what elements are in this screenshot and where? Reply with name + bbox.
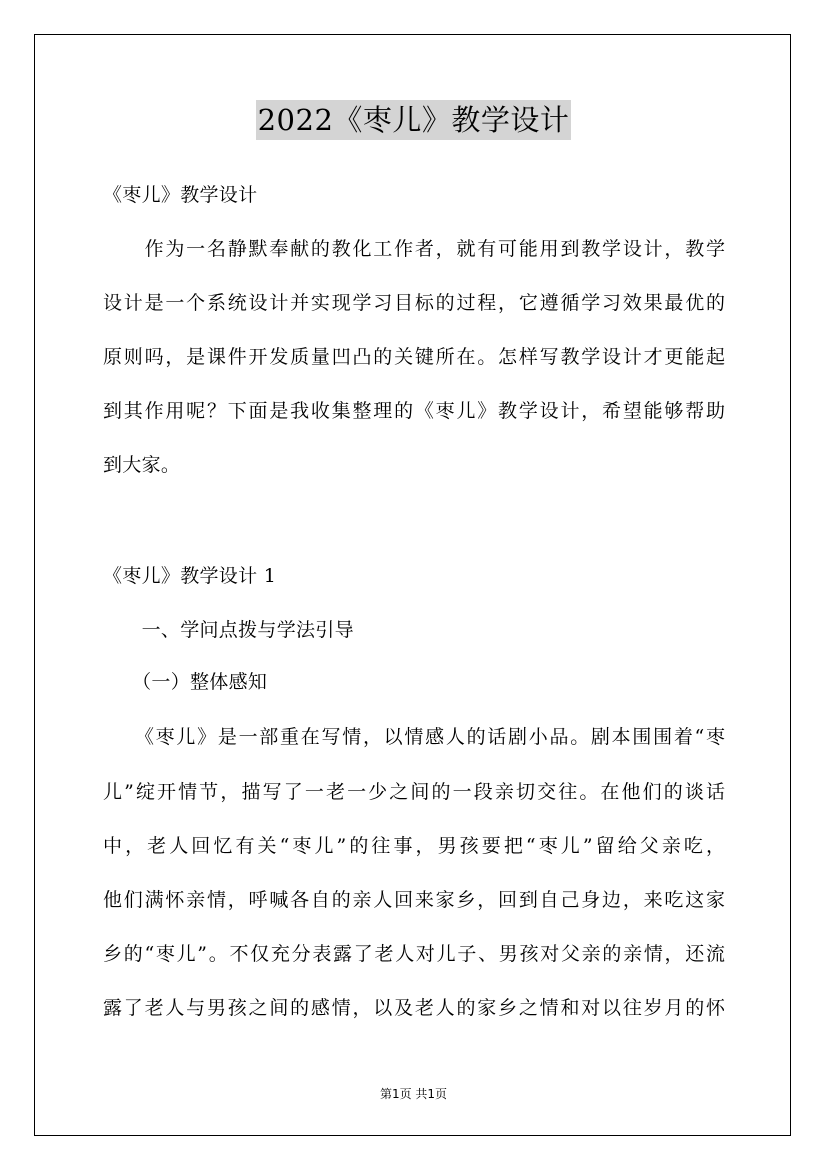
- intro-line: 到大家。: [103, 454, 181, 476]
- body-line: 中，老人回忆有关“枣儿”的往事，男孩要把“枣儿”留给父亲吃，: [103, 835, 725, 857]
- heading-level2: （一）整体感知: [103, 671, 268, 693]
- body-line: 他们满怀亲情，呼喊各自的亲人回来家乡，回到自己身边，来吃这家: [103, 889, 725, 911]
- subtitle: 《枣儿》教学设计: [103, 184, 258, 206]
- intro-line: 作为一名静默奉献的教化工作者，就有可能用到教学设计，教学: [103, 238, 725, 260]
- intro-line: 设计是一个系统设计并实现学习目标的过程，它遵循学习效果最优的: [103, 292, 725, 314]
- body-line: 《枣儿》是一部重在写情，以情感人的话剧小品。剧本围围着“枣: [103, 726, 725, 748]
- section-title: 《枣儿》教学设计 1: [103, 565, 277, 587]
- body-line: 儿”绽开情节，描写了一老一少之间的一段亲切交往。在他们的谈话: [103, 781, 725, 803]
- heading-level1: 一、学问点拨与学法引导: [103, 619, 354, 641]
- body-line: 乡的“枣儿”。不仅充分表露了老人对儿子、男孩对父亲的亲情，还流: [103, 943, 725, 965]
- title-container: [0, 100, 827, 140]
- document-title: 2022《枣儿》教学设计: [256, 100, 572, 140]
- intro-line: 原则吗，是课件开发质量凹凸的关键所在。怎样写教学设计才更能起: [103, 346, 725, 368]
- page-number: 第1页 共1页: [379, 1087, 448, 1101]
- intro-line: 到其作用呢？下面是我收集整理的《枣儿》教学设计，希望能够帮助: [103, 400, 725, 422]
- body-line: 露了老人与男孩之间的感情，以及老人的家乡之情和对以往岁月的怀: [103, 997, 725, 1019]
